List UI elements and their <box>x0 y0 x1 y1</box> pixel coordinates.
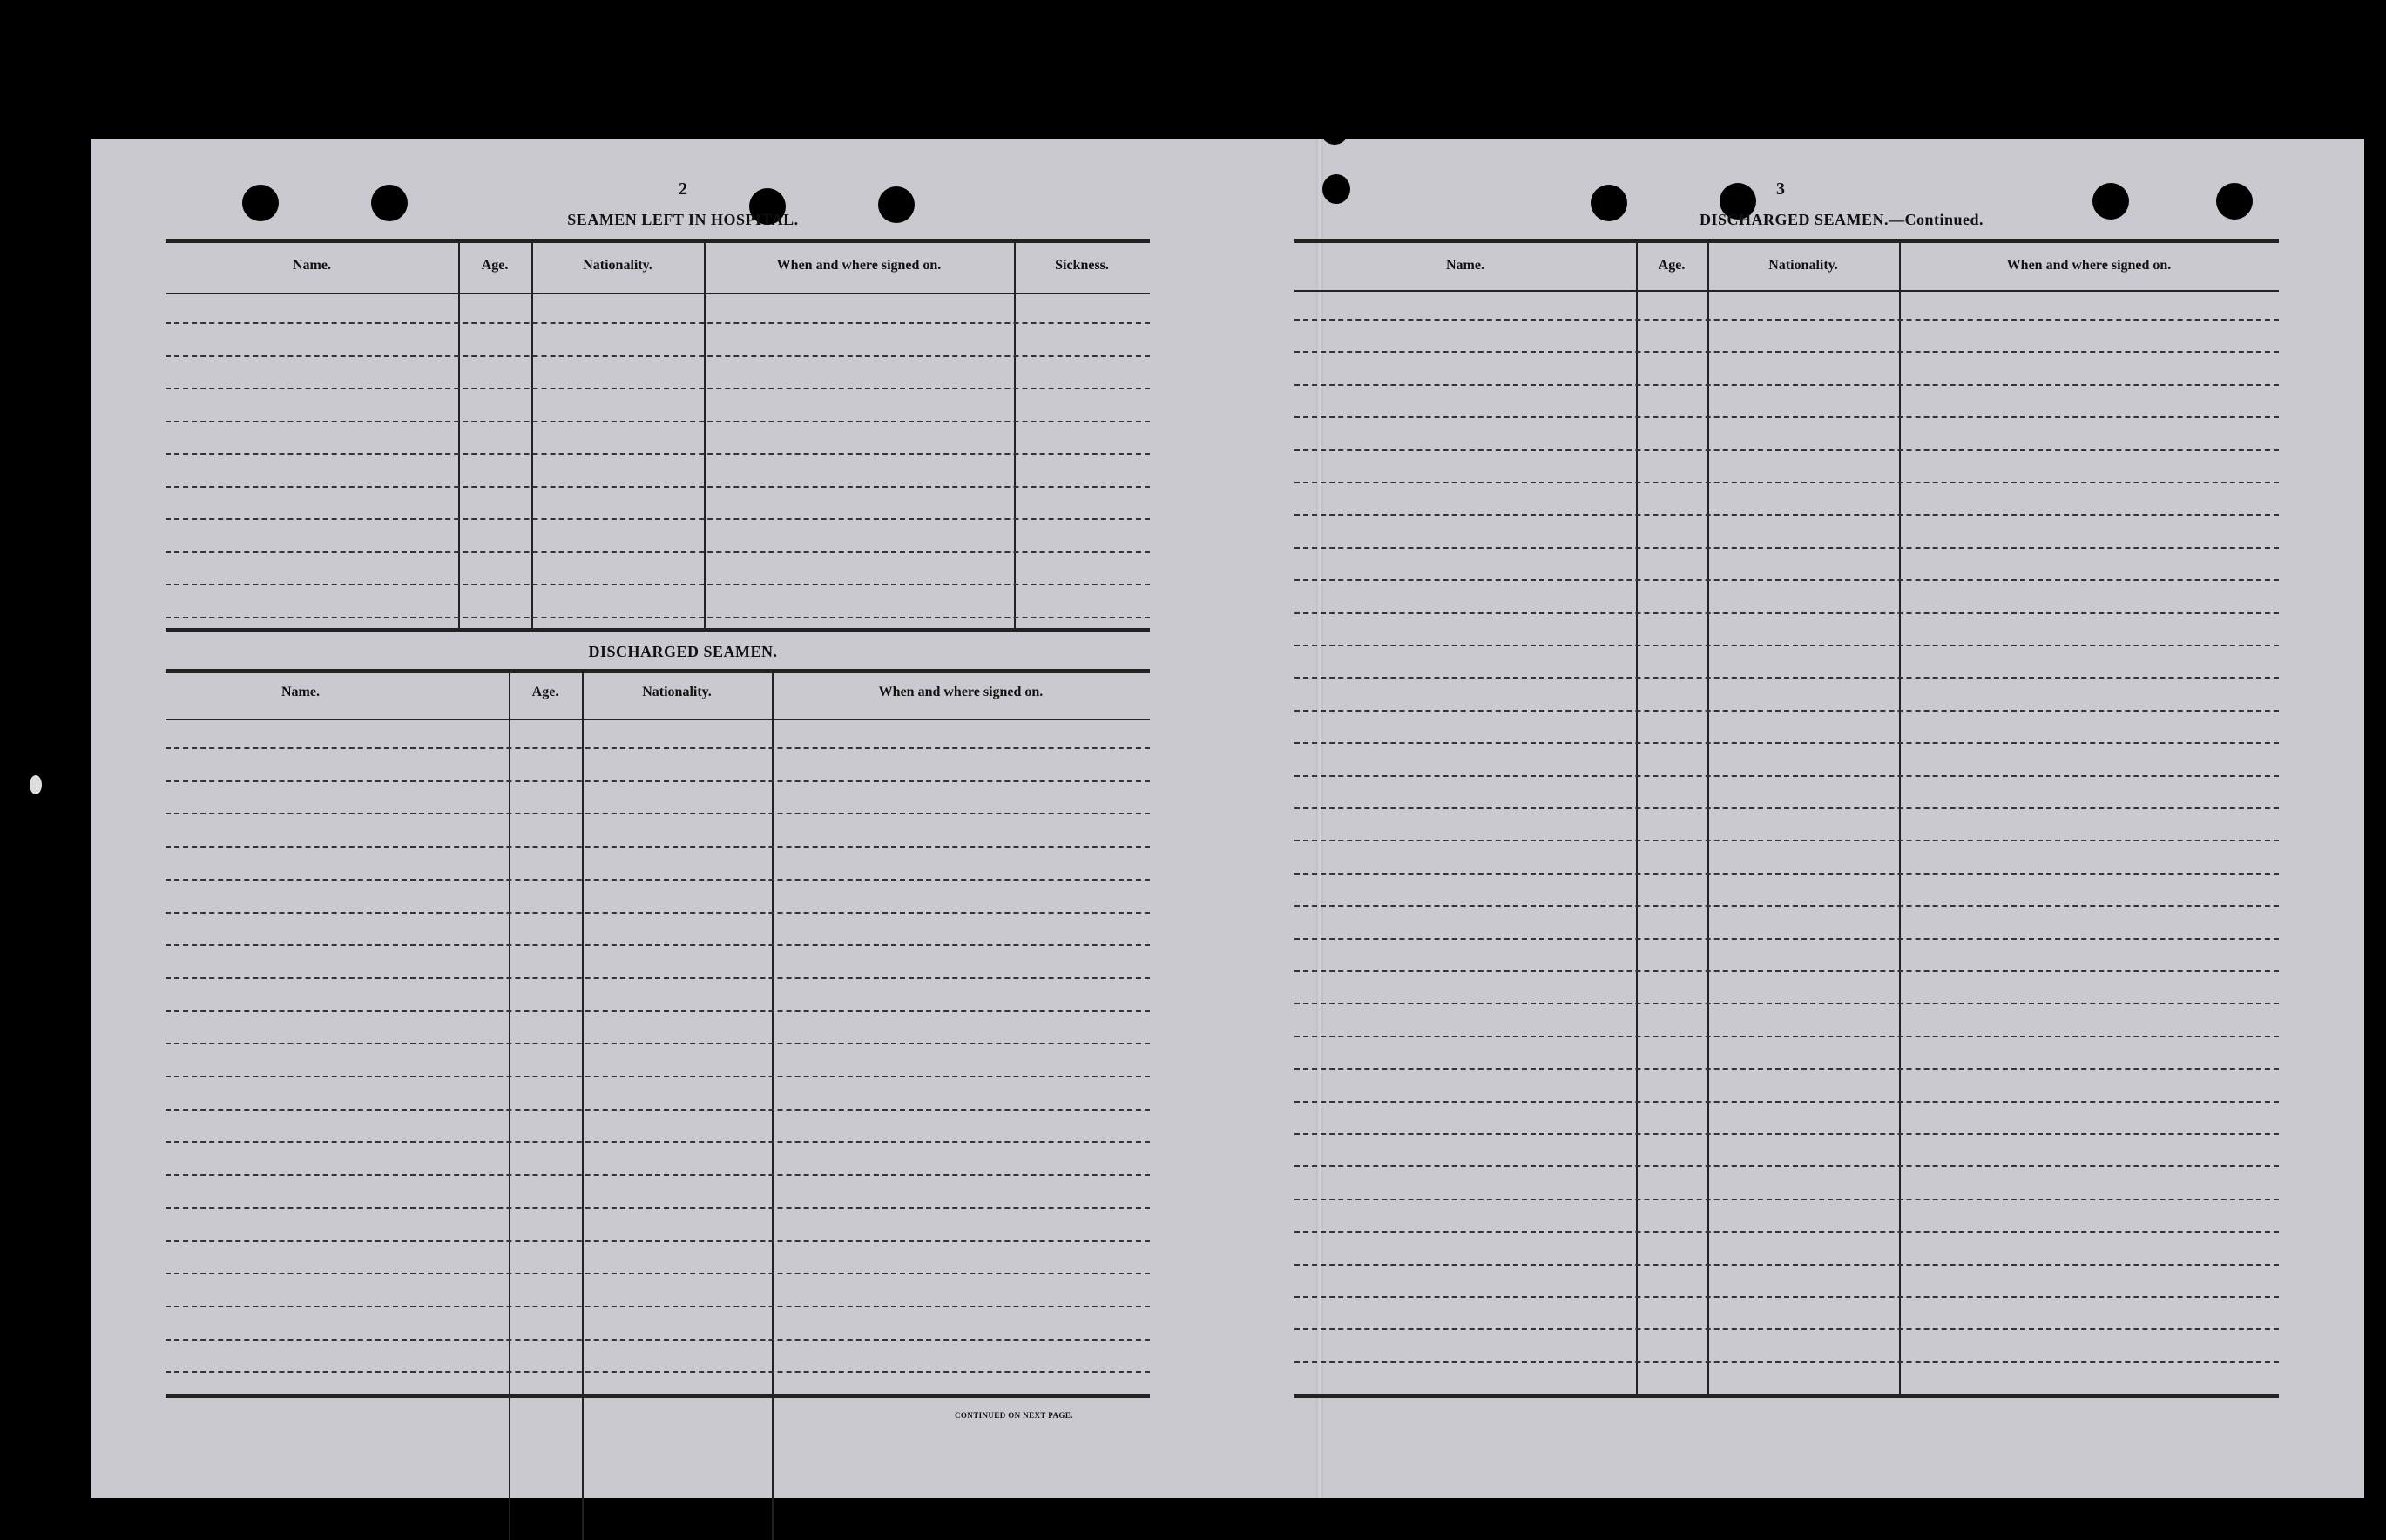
column-divider <box>531 243 533 632</box>
ruled-line <box>1294 645 2279 646</box>
rule <box>166 239 1150 243</box>
rule <box>1294 239 2279 243</box>
punch-hole <box>242 185 279 221</box>
ruled-line <box>166 1010 1150 1012</box>
punch-hole <box>1321 117 1348 145</box>
ruled-line <box>166 551 1150 553</box>
ruled-line <box>166 1076 1150 1077</box>
column-divider <box>1014 243 1016 632</box>
ruled-line <box>166 1109 1150 1111</box>
ruled-line <box>1294 677 2279 679</box>
page-number-right: 3 <box>1776 179 1785 199</box>
continued-note: CONTINUED ON NEXT PAGE. <box>955 1411 1073 1420</box>
ruled-line <box>166 944 1150 946</box>
ruled-line <box>1294 319 2279 321</box>
ruled-line <box>166 1273 1150 1274</box>
continued-col-nationality: Nationality. <box>1768 258 1838 273</box>
ruled-line <box>166 1043 1150 1044</box>
continued-col-age: Age. <box>1658 258 1686 273</box>
ruled-line <box>1294 938 2279 940</box>
rule <box>166 1394 1150 1398</box>
continued-col-name: Name. <box>1446 258 1484 273</box>
hospital-col-nationality: Nationality. <box>583 258 652 273</box>
column-divider <box>772 673 774 1540</box>
ruled-line <box>166 453 1150 455</box>
rule <box>166 719 1150 720</box>
rule <box>166 669 1150 673</box>
ruled-line <box>1294 1264 2279 1266</box>
ruled-line <box>1294 1199 2279 1200</box>
punch-hole <box>371 185 408 221</box>
ruled-line <box>1294 742 2279 744</box>
ruled-line <box>1294 1165 2279 1167</box>
ruled-line <box>1294 1231 2279 1233</box>
ruled-line <box>1294 1003 2279 1004</box>
discharged-col-age: Age. <box>531 685 559 699</box>
ruled-line <box>166 912 1150 914</box>
ruled-line <box>166 879 1150 881</box>
ruled-line <box>1294 482 2279 483</box>
punch-hole <box>2216 183 2253 220</box>
ruled-line <box>166 813 1150 814</box>
document-sheet <box>91 139 2364 1498</box>
ruled-line <box>1294 807 2279 809</box>
ruled-line <box>166 518 1150 520</box>
hospital-section-title: SEAMEN LEFT IN HOSPITAL. <box>567 211 799 228</box>
discharged-section-title: DISCHARGED SEAMEN. <box>588 643 778 660</box>
ruled-line <box>166 747 1150 749</box>
ruled-line <box>1294 1328 2279 1330</box>
ruled-line <box>1294 970 2279 972</box>
ruled-line <box>1294 384 2279 386</box>
ruled-line <box>166 1371 1150 1373</box>
continued-col-signed-on: When and where signed on. <box>2006 258 2172 273</box>
ruled-line <box>1294 514 2279 516</box>
ruled-line <box>1294 873 2279 875</box>
column-divider <box>458 243 460 632</box>
ruled-line <box>166 1339 1150 1341</box>
ruled-line <box>1294 579 2279 581</box>
ruled-line <box>166 1174 1150 1176</box>
hospital-col-signed-on: When and where signed on. <box>776 258 942 273</box>
rule <box>166 628 1150 632</box>
ruled-line <box>1294 416 2279 418</box>
ruled-line <box>1294 1361 2279 1363</box>
ruled-line <box>166 846 1150 848</box>
ruled-line <box>1294 1068 2279 1070</box>
rule <box>1294 1394 2279 1398</box>
discharged-col-signed-on: When and where signed on. <box>878 685 1044 699</box>
ruled-line <box>166 584 1150 585</box>
ruled-line <box>166 1207 1150 1209</box>
hospital-col-name: Name. <box>293 258 331 273</box>
ruled-line <box>1294 905 2279 907</box>
rule <box>166 293 1150 294</box>
ruled-line <box>166 421 1150 422</box>
ruled-line <box>166 355 1150 357</box>
column-divider <box>509 673 510 1540</box>
ruled-line <box>1294 1133 2279 1135</box>
ruled-line <box>1294 547 2279 549</box>
ruled-line <box>1294 710 2279 712</box>
ruled-line <box>1294 1296 2279 1298</box>
ruled-line <box>1294 1036 2279 1037</box>
hospital-col-age: Age. <box>481 258 509 273</box>
punch-hole <box>1322 174 1350 204</box>
ruled-line <box>1294 449 2279 451</box>
scan-artifact <box>30 775 42 794</box>
ruled-line <box>166 388 1150 389</box>
ruled-line <box>166 617 1150 618</box>
ruled-line <box>1294 775 2279 777</box>
ruled-line <box>166 486 1150 488</box>
ruled-line <box>166 780 1150 782</box>
discharged-col-nationality: Nationality. <box>642 685 712 699</box>
page-number-left: 2 <box>679 179 687 199</box>
ruled-line <box>166 322 1150 324</box>
discharged-col-name: Name. <box>281 685 320 699</box>
rule <box>1294 290 2279 292</box>
ruled-line <box>1294 1101 2279 1103</box>
ruled-line <box>1294 351 2279 353</box>
column-divider <box>582 673 584 1540</box>
ruled-line <box>166 1240 1150 1242</box>
column-divider <box>704 243 706 632</box>
center-fold <box>1316 139 1323 1498</box>
ruled-line <box>166 1306 1150 1307</box>
ruled-line <box>166 977 1150 979</box>
ruled-line <box>1294 840 2279 841</box>
ruled-line <box>166 1141 1150 1143</box>
hospital-col-sickness: Sickness. <box>1055 258 1109 273</box>
ruled-line <box>1294 612 2279 614</box>
discharged-continued-title: DISCHARGED SEAMEN.—Continued. <box>1699 211 1984 228</box>
